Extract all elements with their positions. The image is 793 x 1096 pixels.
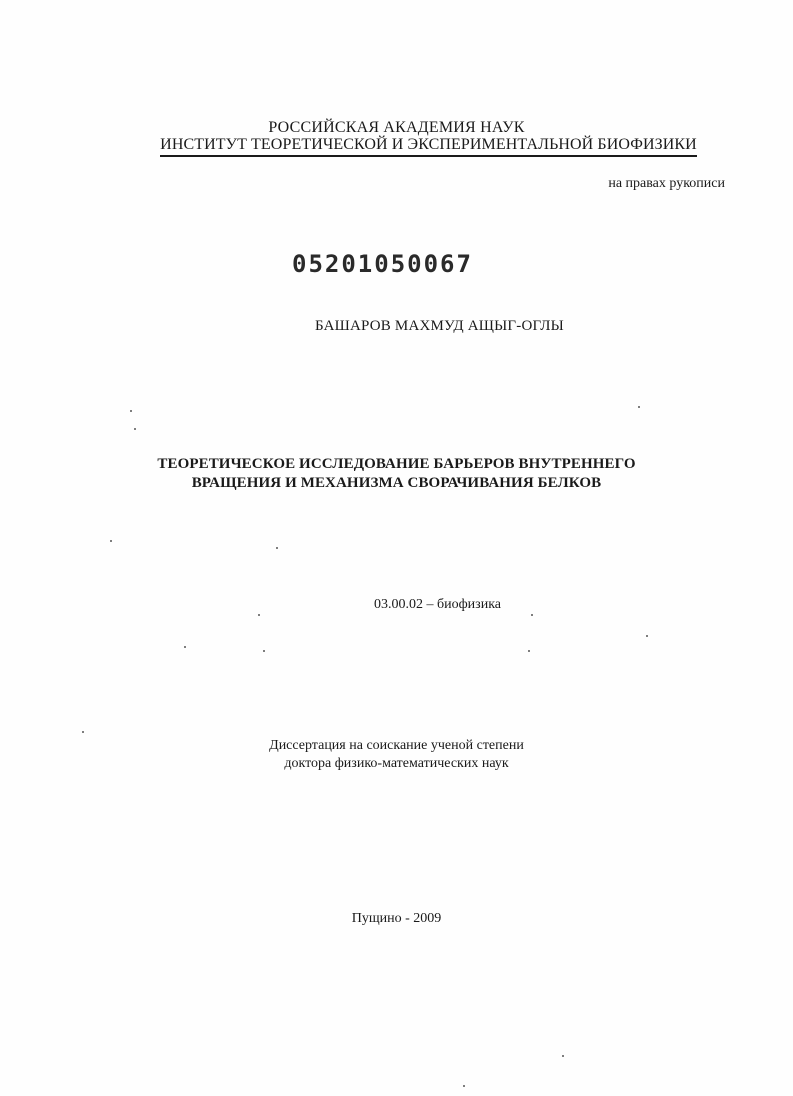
manuscript-rights-note: на правах рукописи bbox=[608, 176, 725, 191]
registration-stamp-number: 05201050067 bbox=[292, 250, 473, 278]
degree-line-1: Диссертация на соискание ученой степени bbox=[269, 738, 524, 753]
scan-speck bbox=[531, 614, 533, 616]
scan-speck bbox=[528, 650, 530, 652]
scan-speck bbox=[562, 1055, 564, 1057]
dissertation-title-line-1: ТЕОРЕТИЧЕСКОЕ ИССЛЕДОВАНИЕ БАРЬЕРОВ ВНУТРЕННЕГО bbox=[157, 456, 636, 472]
place-and-year: Пущино - 2009 bbox=[351, 911, 442, 926]
scan-speck bbox=[134, 428, 136, 430]
dissertation-title-line-2: ВРАЩЕНИЯ И МЕХАНИЗМА СВОРАЧИВАНИЯ БЕЛКОВ bbox=[191, 475, 602, 491]
academy-name: РОССИЙСКАЯ АКАДЕМИЯ НАУК bbox=[268, 119, 525, 136]
degree-line-2: доктора физико-математических наук bbox=[284, 756, 509, 771]
scan-speck bbox=[82, 731, 84, 733]
scan-speck bbox=[646, 635, 648, 637]
author-name: БАШАРОВ МАХМУД АЩЫГ-ОГЛЫ bbox=[315, 318, 564, 334]
scan-speck bbox=[130, 410, 132, 412]
scan-speck bbox=[184, 646, 186, 648]
scan-speck bbox=[276, 547, 278, 549]
scan-speck bbox=[638, 406, 640, 408]
scan-speck bbox=[463, 1085, 465, 1087]
institute-header bbox=[160, 136, 697, 157]
specialty-code: 03.00.02 – биофизика bbox=[374, 597, 502, 612]
scan-speck bbox=[110, 540, 112, 542]
scan-speck bbox=[263, 650, 265, 652]
institute-name: ИНСТИТУТ ТЕОРЕТИЧЕСКОЙ И ЭКСПЕРИМЕНТАЛЬНОЙ БИОФИЗИКИ bbox=[160, 136, 697, 153]
scan-speck bbox=[258, 614, 260, 616]
